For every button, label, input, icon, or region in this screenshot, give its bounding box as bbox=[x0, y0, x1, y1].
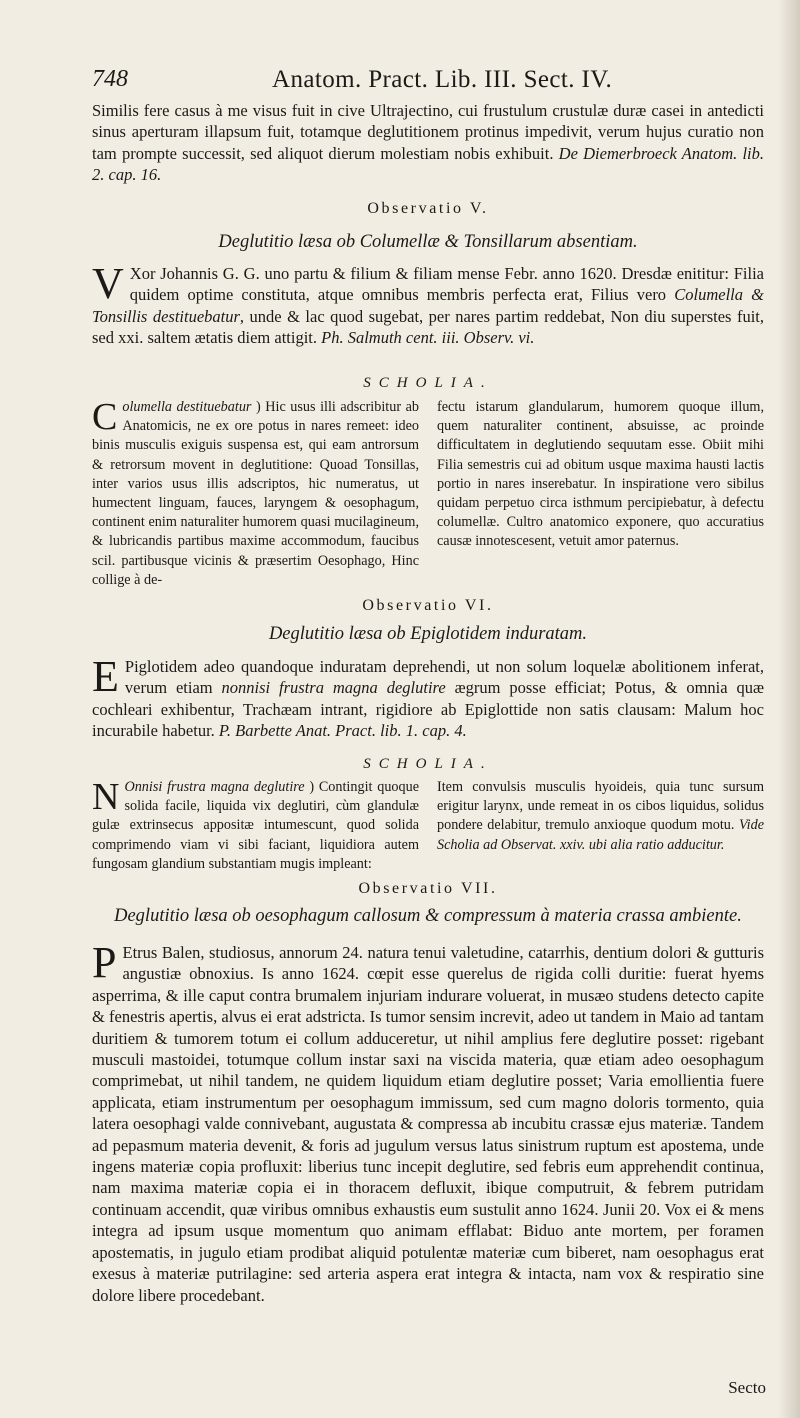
scholia-5-right-text: fectu istarum glandularum, humorem quoque illum, quem naturaliter continent, absuisse, ac proinde difficultatem in deglutiendo sequutam esse. Obiit mihi Filia semestris cui ad obitum usque maxima hausti lactis portio in nares inserebatur. In inspiratione vero sibilus quidam perpetuo circa isthmum percipiebatur, à defectu columellæ. Cultro anatomico exponere, quo accuratius causæ innotescesent, vetuit amor paternus. bbox=[437, 399, 764, 550]
dropcap-p: P bbox=[92, 938, 117, 987]
scholia-6-right-column bbox=[437, 778, 764, 874]
page-binding-shadow bbox=[778, 0, 800, 1418]
scholia-6-lemma: Onnisi frustra magna deglutire bbox=[124, 779, 305, 795]
scholia-5-label: SCHOLIA. bbox=[363, 375, 493, 391]
observation-7-body bbox=[92, 938, 764, 1306]
page-number: 748 bbox=[92, 66, 128, 92]
scholia-6-left-column bbox=[92, 778, 419, 874]
intro-text: Similis fere casus à me visus fuit in cive Ultrajectino, cui frustulum crustulæ duræ casei in antedicti sinus aperturam illapsum fuit, totamque deglutitionem protinus impedivit, verum hujus curatio non tam prompte successit, sed aliquot dierum molestiam nobis exhibuit. bbox=[92, 101, 764, 163]
running-title: Anatom. Pract. Lib. III. Sect. IV. bbox=[272, 66, 613, 93]
obs6-text-a: Piglotidem adeo quandoque induratam deprehendi, ut non solum loquelæ abolitionem inferat, verum etiam bbox=[124, 657, 764, 698]
scholia-6-columns bbox=[92, 778, 764, 874]
observation-6-title: Deglutitio læsa ob Epiglotidem induratam. bbox=[268, 624, 588, 644]
scholia-6-right-reference: Vide Scholia ad Observat. xxiv. ubi alia ratio adducitur. bbox=[437, 817, 764, 853]
obs5-text-c: , unde & lac quod sugebat, per nares partim reddebat, Non diu superstes fuit, sed xxi. saltem ætatis diem attigit. bbox=[92, 306, 765, 348]
intro-source: De Diemerbroeck Anatom. lib. 2. cap. 16. bbox=[92, 143, 765, 185]
intro-paragraph bbox=[92, 100, 764, 186]
obs5-text-a: Xor Johannis G. G. uno partu & filium & filiam mense Febr. anno 1620. Dresdæ enititur: Filia quidem optime constituta, atque omnibus membris perfecta erat, Filius vero bbox=[129, 264, 764, 305]
obs5-source: Ph. Salmuth cent. iii. Observ. vi. bbox=[321, 328, 535, 348]
obs6-text-c: ægrum posse efficiat; Potus, & omnia quæ cochleari exhibentur, Trachæam intrant, rigidiore ab Epiglottide non satis clausam: Malum hoc incurabile habetur. bbox=[92, 678, 764, 741]
scholia-5-left-text: ) Hic usus illi adscribitur ab Anatomicis, ne ex ore potus in nares remeet: ideo binis musculis exiguis suspensa est, qui eam antrorsum & retrorsum movent in deglutitione: Quoad Tonsillas, inter varios usus illis adscriptos, hic numeratus, ut humectent linguam, fauces, laryngem & oesophagum, continent enim naturaliter humorem quasi mucilagineum, & lubricandis partibus maxime accommodum, faucibus scil. partibusque vicinis & præsertim Oesophago, Hinc collige à de- bbox=[92, 399, 419, 588]
observation-5-heading: Observatio V. bbox=[367, 200, 489, 217]
observation-7-title: Deglutitio læsa ob oesophagum callosum & compressum à materia crassa ambiente. bbox=[114, 906, 742, 926]
dropcap-v: V bbox=[92, 259, 124, 308]
obs5-text-italic: Columella & Tonsillis destituebatur bbox=[92, 285, 764, 326]
observation-6-heading: Observatio VI. bbox=[362, 597, 494, 614]
scholia-5-right-column bbox=[437, 398, 764, 590]
scholia-6-left-text: ) Contingit quoque solida facile, liquida vix deglutiri, cùm glandulæ gulæ extrinsecus appositæ intumescunt, quod solida comprimendo viam vi sibi faciant, liquidiora autem fungosam glandium substantiam mugis impleant: bbox=[92, 779, 419, 872]
catchword: Secto bbox=[728, 1378, 766, 1397]
observation-6-body bbox=[92, 652, 764, 742]
scholia-5-left-column bbox=[92, 398, 419, 590]
dropcap-c: C bbox=[92, 396, 118, 438]
obs7-text: Etrus Balen, studiosus, annorum 24. natura tenui valetudine, catarrhis, dentium dolori & gutturis angustiæ obnoxius. Is anno 1624. cœpit esse querelus de rigida colli duritie: fuerat hyems asperrima, & ille caput contra brumalem injuriam indurare voluerat, in musæo studens detecto capite & fenestris apertis, alvus ei erat adstricta. Is tumor sensim increvit, adeo ut tandem in Maio ad tantam duritiem & tumorem totum ei collum adduceretur, ut nihil amplius fere deglutire posset: rigebant musculi mastoidei, totumque collum instar saxi na viscida materia, quæ etiam adeo oesophagum comprimebat, ut nihil tandem, ne quidem liquidum etiam deglutire posset; Varia emollientia fuere applicata, etiam instrumentum per oesophagum immissum, sed cum magno doloris tormento, quia latera oesophagi valde connivebant, augustata & compressa ab incubitu crassæ ejus materiæ. Tandem ad pepasmum materia devenit, & foris ad jugulum versus latus sinistrum ruptum est apostema, unde ingens materiæ copia profluxit: liberius tunc incepit deglutire, sed febris eum apprehendit continua, nam maxima materiæ copia ei in thoracem defluxit, ibique computruit, & febrem putridam continuam accendit, quæ viribus omnibus exhaustis eum sustulit anno 1624. Junii 20. Vox ei & mens integra ad ipsum usque momentum quo animam efflabat: Biduo ante mortem, per foramen apostematis, in jugulo etiam prodibat aliquid potulentæ materiæ cum biberet, nam oesophagus erat exesus à materiæ putrilagine: sed arteria aspera erat integra & intacta, nam vox & respiratio sine dolore libere procedebant. bbox=[92, 943, 764, 1305]
scholia-6-right-text: Item convulsis musculis hyoideis, quia tunc sursum erigitur larynx, unde remeat in os cibos liquidus, solidus pondere delabitur, tremulo anxioque quodum motu. bbox=[437, 779, 764, 834]
page-header bbox=[92, 66, 782, 100]
observation-7-heading: Observatio VII. bbox=[358, 880, 498, 897]
dropcap-n: N bbox=[92, 776, 120, 818]
observation-5-body bbox=[92, 259, 765, 349]
obs6-text-italic: nonnisi frustra magna deglutire bbox=[221, 678, 446, 698]
scholia-5-columns bbox=[92, 398, 764, 590]
obs6-source: P. Barbette Anat. Pract. lib. 1. cap. 4. bbox=[218, 721, 467, 741]
dropcap-e: E bbox=[92, 652, 119, 701]
scholia-5-lemma: olumella destituebatur bbox=[122, 399, 252, 415]
observation-5-title: Deglutitio læsa ob Columellæ & Tonsillarum absentiam. bbox=[218, 232, 638, 252]
scholia-6-label: SCHOLIA. bbox=[363, 756, 493, 772]
